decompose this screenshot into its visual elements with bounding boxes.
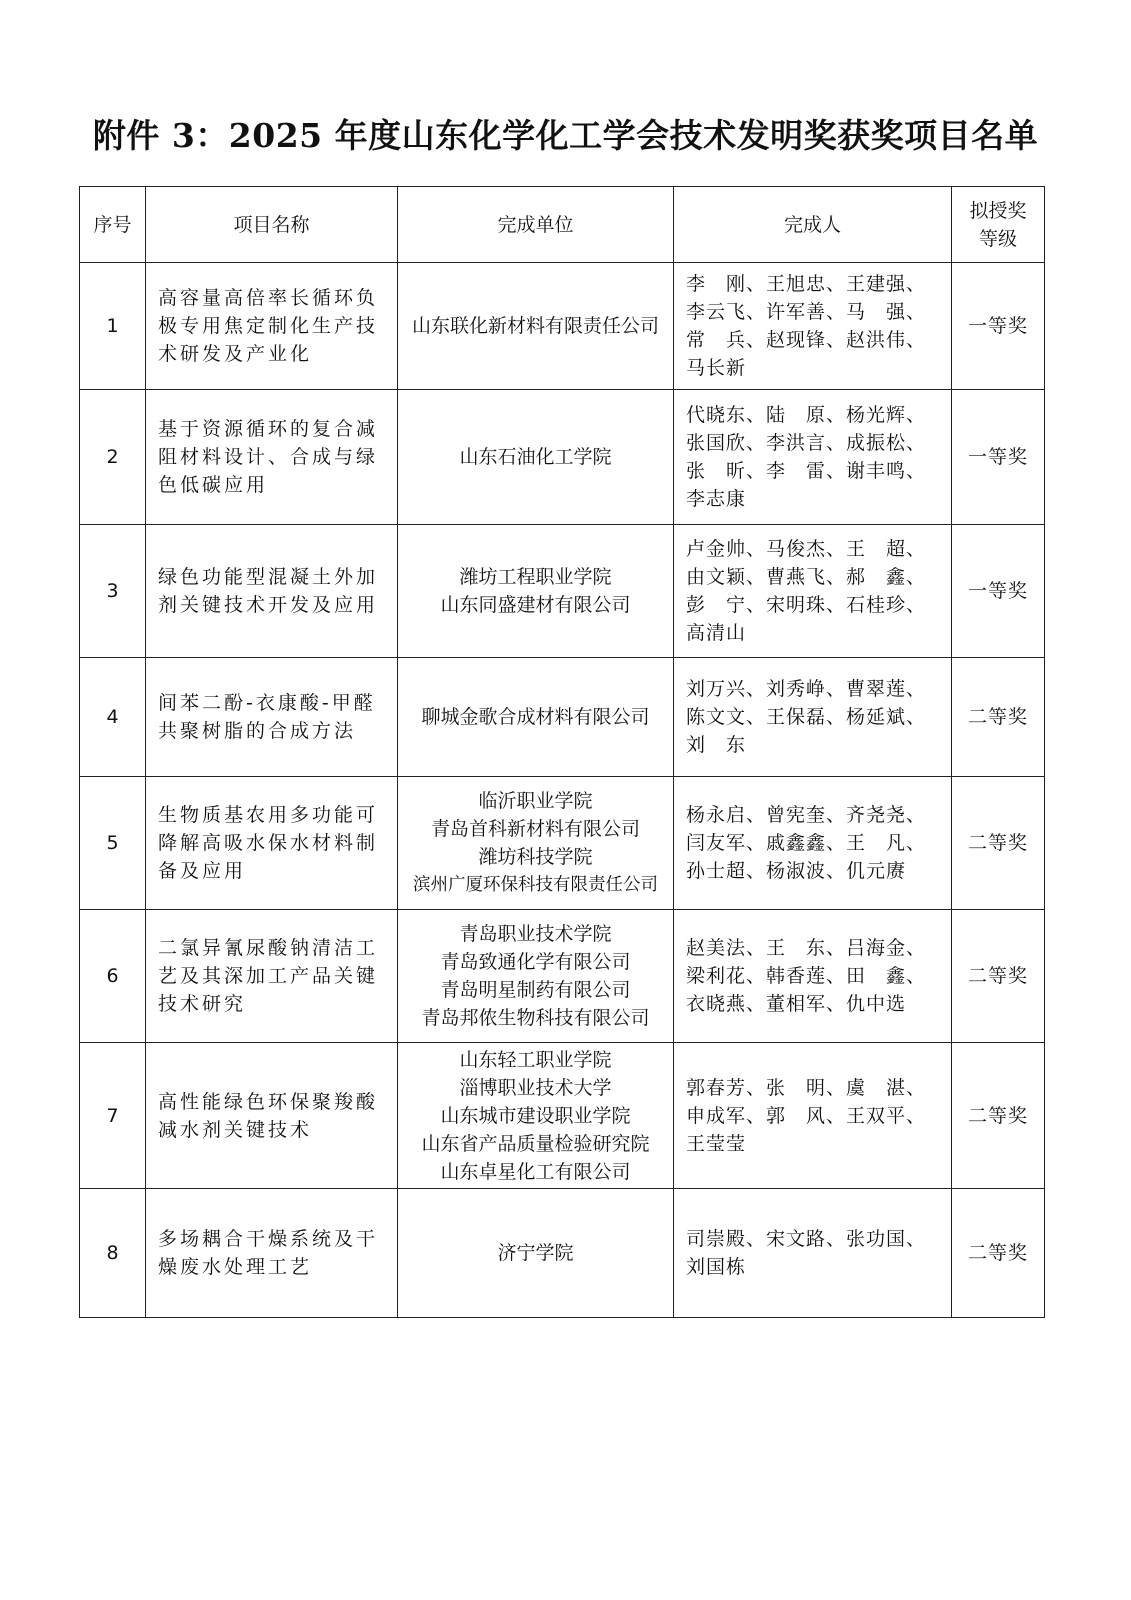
row-project-name: 多场耦合干燥系统及干燥废水处理工艺	[146, 1189, 398, 1318]
unit-line: 滨州广厦环保科技有限责任公司	[413, 875, 658, 895]
row-units	[398, 1189, 674, 1318]
unit-line: 淄博职业技术大学	[459, 1076, 612, 1099]
row-people: 赵美法、王 东、吕海金、梁利花、韩香莲、田 鑫、衣晓燕、董相军、仇中选	[674, 910, 952, 1043]
row-units	[398, 910, 674, 1043]
row-people: 代晓东、陆 原、杨光辉、张国欣、李洪言、成振松、张 昕、李 雷、谢丰鸣、李志康	[674, 390, 952, 525]
table-header-row	[80, 187, 1045, 263]
row-units	[398, 263, 674, 390]
unit-line: 山东联化新材料有限责任公司	[411, 315, 659, 337]
table-row	[80, 263, 1045, 390]
row-project-name: 高容量高倍率长循环负极专用焦定制化生产技术研发及产业化	[146, 263, 398, 390]
row-award-level: 二等奖	[952, 1043, 1045, 1189]
header-people: 完成人	[674, 187, 952, 263]
row-project-name: 绿色功能型混凝土外加剂关键技术开发及应用	[146, 525, 398, 658]
table-row	[80, 777, 1045, 910]
row-units	[398, 390, 674, 525]
unit-line: 青岛明星制药有限公司	[440, 979, 631, 1001]
row-award-level: 一等奖	[952, 525, 1045, 658]
row-award-level: 二等奖	[952, 658, 1045, 777]
row-award-level: 一等奖	[952, 390, 1045, 525]
row-units	[398, 525, 674, 658]
header-name: 项目名称	[146, 187, 398, 263]
unit-line: 聊城金歌合成材料有限公司	[421, 706, 650, 728]
unit-line: 临沂职业学院	[478, 790, 593, 812]
row-award-level: 二等奖	[952, 910, 1045, 1043]
row-seq: 2	[80, 390, 146, 525]
row-project-name: 二氯异氰尿酸钠清洁工艺及其深加工产品关键技术研究	[146, 910, 398, 1043]
row-people: 刘万兴、刘秀峥、曹翠莲、陈文文、王保磊、杨延斌、刘 东	[674, 658, 952, 777]
row-units	[398, 658, 674, 777]
row-seq: 4	[80, 658, 146, 777]
header-level-line1: 拟授奖	[969, 199, 1027, 222]
award-table	[79, 186, 1045, 1318]
unit-line: 山东同盛建材有限公司	[440, 594, 631, 616]
row-project-name: 生物质基农用多功能可降解高吸水保水材料制备及应用	[146, 777, 398, 910]
row-units	[398, 1043, 674, 1189]
table-row	[80, 390, 1045, 525]
header-level-line2: 等级	[978, 227, 1017, 250]
header-level	[952, 187, 1045, 263]
unit-line: 青岛职业技术学院	[459, 923, 612, 945]
row-project-name: 间苯二酚-衣康酸-甲醛共聚树脂的合成方法	[146, 658, 398, 777]
unit-line: 潍坊工程职业学院	[459, 566, 612, 588]
row-people: 卢金帅、马俊杰、王 超、由文颖、曹燕飞、郝 鑫、彭 宁、宋明珠、石桂珍、高清山	[674, 525, 952, 658]
row-seq: 3	[80, 525, 146, 658]
row-units	[398, 777, 674, 910]
unit-line: 山东轻工职业学院	[459, 1048, 612, 1071]
row-seq: 5	[80, 777, 146, 910]
unit-line: 青岛首科新材料有限公司	[430, 818, 640, 840]
table-row	[80, 658, 1045, 777]
unit-line: 济宁学院	[497, 1242, 574, 1264]
table-row	[80, 910, 1045, 1043]
row-seq: 6	[80, 910, 146, 1043]
page-title: 附件 3：2025 年度山东化学化工学会技术发明奖获奖项目名单	[92, 116, 1039, 155]
row-people: 李 刚、王旭忠、王建强、李云飞、许军善、马 强、常 兵、赵现锋、赵洪伟、马长新	[674, 263, 952, 390]
row-seq: 7	[80, 1043, 146, 1189]
unit-line: 山东卓星化工有限公司	[440, 1160, 631, 1183]
unit-line: 山东城市建设职业学院	[440, 1104, 631, 1127]
row-award-level: 二等奖	[952, 1189, 1045, 1318]
unit-line: 青岛致通化学有限公司	[440, 951, 631, 973]
header-unit: 完成单位	[398, 187, 674, 263]
table-row	[80, 1189, 1045, 1318]
row-project-name: 高性能绿色环保聚羧酸减水剂关键技术	[146, 1043, 398, 1189]
row-people: 郭春芳、张 明、虞 湛、申成军、郭 风、王双平、王莹莹	[674, 1043, 952, 1189]
row-award-level: 一等奖	[952, 263, 1045, 390]
row-award-level: 二等奖	[952, 777, 1045, 910]
unit-line: 青岛邦侬生物科技有限公司	[421, 1007, 650, 1029]
unit-line: 山东石油化工学院	[459, 446, 612, 468]
table-row	[80, 525, 1045, 658]
row-project-name: 基于资源循环的复合减阻材料设计、合成与绿色低碳应用	[146, 390, 398, 525]
unit-line: 潍坊科技学院	[478, 846, 593, 868]
row-seq: 1	[80, 263, 146, 390]
table-row	[80, 1043, 1045, 1189]
header-seq: 序号	[80, 187, 146, 263]
row-people: 杨永启、曾宪奎、齐尧尧、闫友军、戚鑫鑫、王 凡、孙士超、杨淑波、仉元赓	[674, 777, 952, 910]
row-people: 司崇殿、宋文路、张功国、刘国栋	[674, 1189, 952, 1318]
unit-line: 山东省产品质量检验研究院	[421, 1132, 650, 1155]
row-seq: 8	[80, 1189, 146, 1318]
